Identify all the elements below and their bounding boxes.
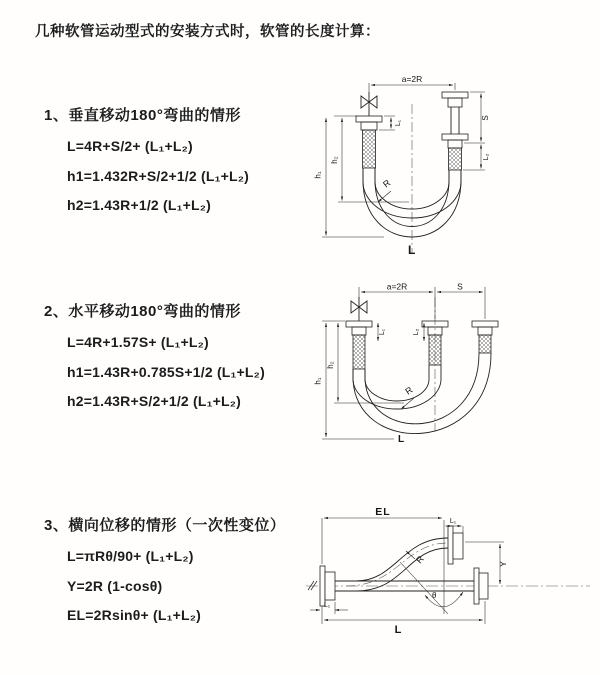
diagram-vertical-180-bend <box>312 70 592 258</box>
section-1 <box>44 104 249 221</box>
braid-section <box>449 148 462 170</box>
formula-line: Y=2R (1-cosθ) <box>67 577 163 594</box>
page-title: 几种软管运动型式的安装方式时，软管的长度计算： <box>35 24 380 40</box>
formula-line: L=4R+S/2+ (L₁+L₂) <box>67 138 193 154</box>
right-flange-original <box>474 568 488 604</box>
section-1-formulas <box>44 132 249 221</box>
dim-label-h2: h₂ <box>326 361 335 369</box>
dim-label-s: S <box>457 281 463 292</box>
dim-label-r: R <box>414 553 426 566</box>
dim-label-l: L <box>398 434 405 445</box>
dim-label-el: EL <box>375 506 391 518</box>
dim-label-r: R <box>403 384 415 397</box>
left-flange <box>346 321 372 369</box>
formula-line: h2=1.43R+S/2+1/2 (L₁+L₂) <box>67 393 242 409</box>
valve-icon <box>361 92 377 116</box>
section-2-heading: 2、水平移动180°弯曲的情形 <box>44 303 241 320</box>
section-3-formulas <box>44 542 285 631</box>
dim-label-r: R <box>381 177 393 190</box>
braid-section <box>429 335 441 365</box>
section-3 <box>44 514 285 631</box>
formula-line: L=πRθ/90+ (L₁+L₂) <box>67 548 194 564</box>
middle-flange <box>422 321 448 365</box>
formula-line: h2=1.43R+1/2 (L₁+L₂) <box>67 197 212 213</box>
dim-label-h2: h₂ <box>330 156 339 164</box>
dim-label-a2r: a=2R <box>401 74 423 84</box>
upper-flange-displaced <box>448 526 463 564</box>
dim-label-l1-top: L₁ <box>449 518 457 525</box>
hose-curves <box>353 353 491 434</box>
dim-label-l: L <box>394 624 402 636</box>
formula-line: EL=2Rsinθ+ (L₁+L₂) <box>67 607 202 623</box>
formula-line: h1=1.43R+0.785S+1/2 (L₁+L₂) <box>67 363 265 380</box>
hose-centerline <box>346 543 448 586</box>
dim-label-y: Y <box>498 561 508 567</box>
dim-label-h1: h₁ <box>313 377 323 385</box>
valve-icon <box>351 297 367 321</box>
dim-label-l1: L₁ <box>379 328 386 336</box>
dim-label-l2: L₂ <box>413 328 420 336</box>
section-1-heading: 1、垂直移动180°弯曲的情形 <box>44 107 241 124</box>
braid-section <box>363 130 376 168</box>
dim-label-l2: L₂ <box>483 153 490 161</box>
dim-label-l: L <box>408 243 416 257</box>
section-2 <box>44 300 265 417</box>
section-2-formulas <box>44 328 265 417</box>
dim-label-l1-bottom: L₁ <box>323 602 331 609</box>
centerline-break-mark <box>308 581 317 590</box>
formula-line: L=4R+1.57S+ (L₁+L₂) <box>67 334 209 350</box>
dim-label-a2r: a=2R <box>386 281 408 292</box>
dim-label-l1: L₁ <box>395 119 402 127</box>
formula-line: h1=1.432R+S/2+1/2 (L₁+L₂) <box>67 167 249 184</box>
diagram-horizontal-180-bend <box>312 281 592 453</box>
angle-label-theta: θ <box>432 591 437 600</box>
dim-label-h1: h₁ <box>313 171 323 179</box>
diagram-lateral-displacement <box>298 502 598 662</box>
section-3-heading: 3、横向位移的情形（一次性变位） <box>44 517 286 534</box>
dimension-lines <box>322 287 485 439</box>
dim-label-s: S <box>481 115 490 121</box>
braid-section <box>353 335 365 369</box>
braid-section <box>479 335 491 353</box>
left-flange <box>356 116 382 168</box>
right-flange <box>442 92 468 170</box>
left-flange <box>320 566 335 606</box>
right-flange-shifted <box>472 321 498 353</box>
